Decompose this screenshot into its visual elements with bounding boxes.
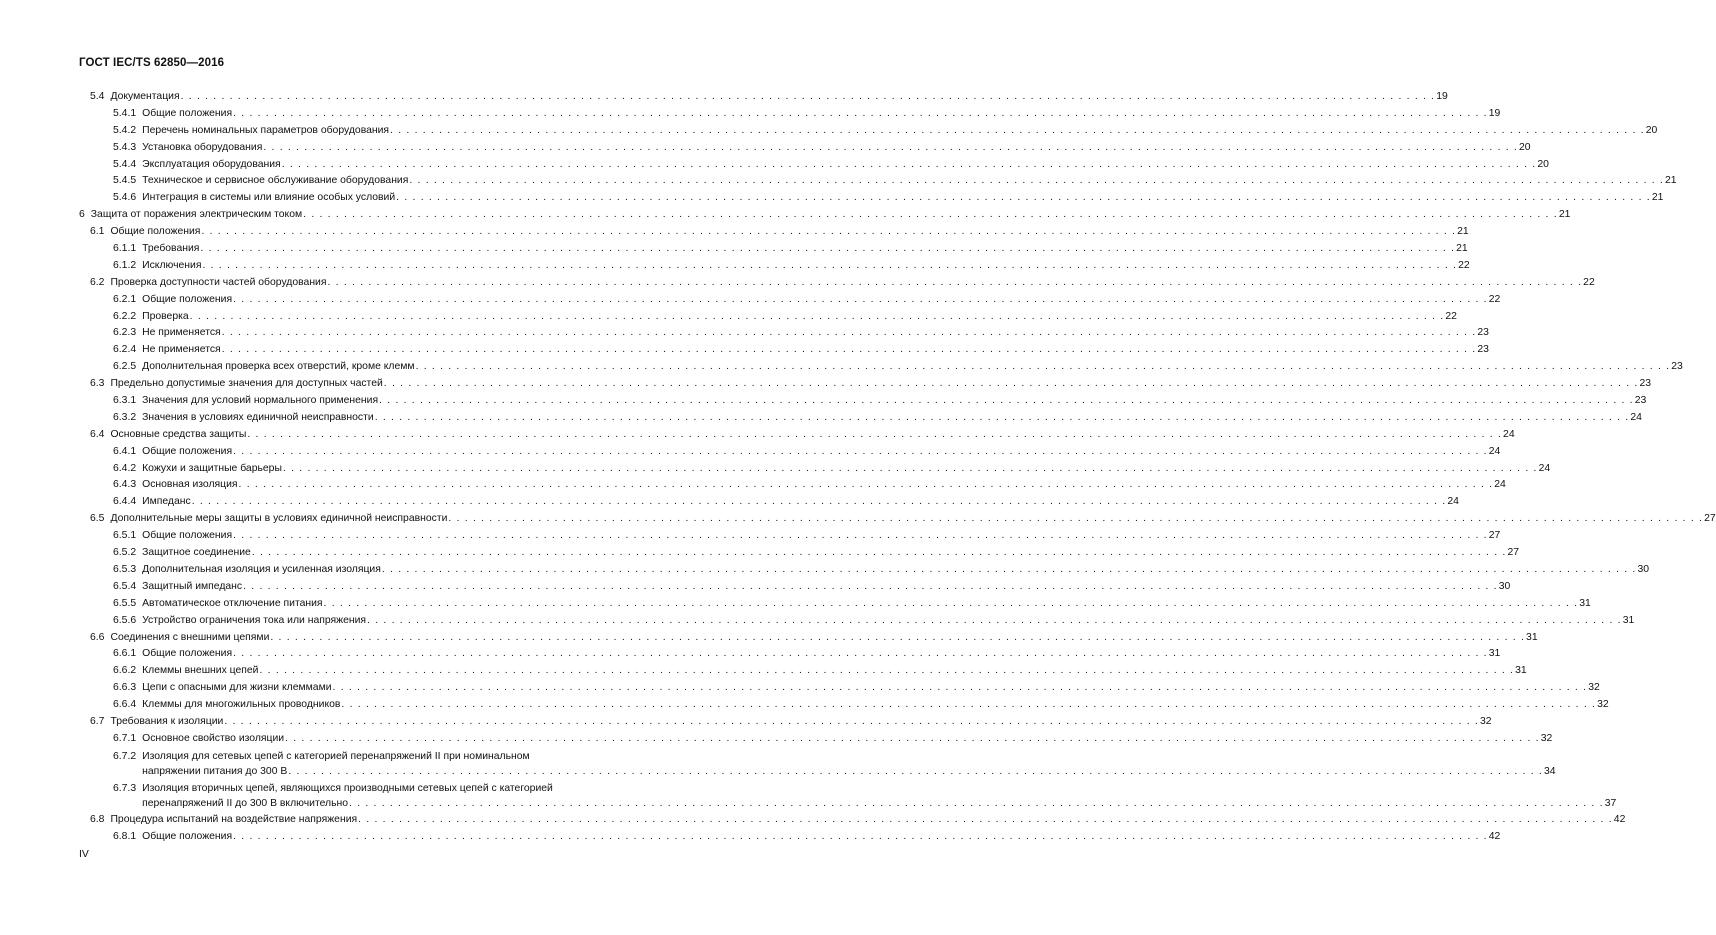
- toc-entry-title: Требования: [142, 243, 200, 255]
- toc-entry-title-continued: напряжении питания до 300 В: [142, 765, 288, 777]
- toc-entry-number: 6.4.2: [113, 462, 137, 474]
- toc-entry-number: 5.4.1: [113, 107, 137, 119]
- toc-entry-title: Устройство ограничения тока или напряжения: [142, 614, 367, 626]
- toc-entry-title: Техническое и сервисное обслуживание оборудования: [142, 175, 409, 187]
- toc-leader-dots: [348, 796, 1605, 811]
- toc-entry-page: 31: [1488, 648, 1501, 660]
- toc-leader-dots: [191, 494, 1448, 511]
- toc-entry-page: 20: [1537, 158, 1549, 170]
- toc-entry-number: 5.4.4: [113, 158, 137, 170]
- toc-entry: [0, 714, 1492, 731]
- toc-leader-dots: [340, 697, 1597, 714]
- toc-entry: [0, 275, 1595, 292]
- toc-entry: [0, 494, 1459, 511]
- toc-entry: [0, 630, 1538, 647]
- toc-entry: [0, 444, 1501, 461]
- toc-entry-number: 6.3: [90, 378, 105, 390]
- toc-entry-number: 6.6.2: [113, 665, 137, 677]
- toc-leader-dots: [201, 258, 1458, 275]
- toc-entry-title: Значения в условиях единичной неисправности: [142, 411, 374, 423]
- toc-entry-page: 22: [1445, 310, 1457, 322]
- toc-entry-page: 42: [1488, 830, 1501, 842]
- toc-entry-title: Предельно допустимые значения для доступных частей: [110, 378, 383, 390]
- toc-entry: [0, 427, 1515, 444]
- toc-entry-title: Основные средства защиты: [110, 428, 247, 440]
- toc-entry-number: 6.2: [90, 276, 105, 288]
- toc-entry: [0, 613, 1635, 630]
- toc-entry-number: 6.7.2: [113, 750, 137, 762]
- toc-entry-page: 24: [1503, 428, 1515, 440]
- toc-leader-dots: [238, 477, 1495, 494]
- toc-entry-title: Общие положения: [142, 293, 233, 305]
- toc-leader-dots: [357, 812, 1614, 829]
- toc-entry-number: 6.4: [90, 428, 105, 440]
- toc-entry-page: 30: [1498, 580, 1511, 592]
- toc-entry-page: 24: [1494, 479, 1506, 491]
- toc-entry-number: 6.4.1: [113, 445, 137, 457]
- toc-entry-number: 6.4.4: [113, 496, 137, 508]
- toc-entry: [0, 89, 1448, 106]
- toc-entry-title: Дополнительные меры защиты в условиях единичной неисправности: [110, 513, 448, 525]
- toc-entry-page: 21: [1558, 209, 1571, 221]
- toc-entry-title-continued: перенапряжений II до 300 В включительно: [142, 797, 349, 809]
- toc-entry-number: 6.8.1: [113, 830, 137, 842]
- toc-leader-dots: [281, 157, 1538, 174]
- toc-entry-page: 31: [1515, 665, 1527, 677]
- toc-entry: [0, 731, 1553, 748]
- toc-entry-title: Установка оборудования: [142, 141, 263, 153]
- toc-entry-page: 22: [1583, 276, 1595, 288]
- toc-entry: [0, 596, 1591, 613]
- table-of-contents: [0, 89, 1716, 846]
- toc-entry: [0, 376, 1652, 393]
- toc-entry-page: 32: [1588, 682, 1600, 694]
- toc-entry: [0, 461, 1551, 478]
- toc-entry-page: 24: [1447, 496, 1459, 508]
- toc-entry-number: 6.8: [90, 813, 105, 825]
- toc-leader-dots: [262, 140, 1519, 157]
- toc-leader-dots: [395, 190, 1652, 207]
- toc-entry: [0, 410, 1642, 427]
- toc-entry-title: Общие положения: [110, 226, 201, 238]
- toc-leader-dots: [199, 241, 1456, 258]
- toc-leader-dots: [332, 680, 1589, 697]
- toc-entry: [0, 309, 1457, 326]
- toc-entry: [0, 812, 1626, 829]
- toc-entry-title: Не применяется: [142, 344, 221, 356]
- toc-leader-dots: [374, 410, 1631, 427]
- toc-entry: [0, 646, 1501, 663]
- toc-entry: [0, 562, 1650, 579]
- toc-leader-dots: [232, 646, 1489, 663]
- toc-entry: [0, 748, 1556, 780]
- toc-entry-page: 24: [1488, 445, 1501, 457]
- page-number: IV: [79, 849, 89, 860]
- toc-leader-dots: [242, 579, 1499, 596]
- toc-entry: [0, 477, 1506, 494]
- toc-entry-title: Изоляция для сетевых цепей с категорией перенапряжений II при номинальном: [142, 750, 530, 762]
- toc-leader-dots: [200, 224, 1457, 241]
- toc-entry-page: 31: [1526, 631, 1538, 643]
- toc-entry-number: 6.1: [90, 226, 105, 238]
- toc-entry-page: 22: [1488, 293, 1501, 305]
- toc-entry: [0, 393, 1647, 410]
- toc-entry-number: 6.4.3: [113, 479, 137, 491]
- toc-entry-title: Защитное соединение: [142, 547, 251, 559]
- toc-entry: [0, 680, 1600, 697]
- toc-entry-page: 19: [1436, 91, 1448, 102]
- document-header: ГОСТ IEC/TS 62850—2016: [79, 57, 225, 69]
- toc-leader-dots: [180, 89, 1437, 106]
- toc-entry-page: 23: [1477, 327, 1489, 339]
- toc-entry-page: 23: [1639, 378, 1652, 390]
- toc-entry-number: 6.5: [90, 513, 105, 525]
- toc-leader-dots: [221, 325, 1478, 342]
- toc-leader-dots: [378, 393, 1635, 410]
- toc-leader-dots: [232, 106, 1489, 123]
- toc-entry-title: Документация: [110, 91, 180, 102]
- toc-entry-title: Цепи с опасными для жизни клеммами: [142, 682, 332, 694]
- toc-leader-dots: [251, 545, 1508, 562]
- toc-entry-number: 6.5.5: [113, 597, 137, 609]
- toc-entry-page: 22: [1458, 259, 1470, 271]
- toc-entry-number: 6.5.6: [113, 614, 137, 626]
- toc-entry-title: Изоляция вторичных цепей, являющихся производными сетевых цепей с категорией: [142, 782, 553, 794]
- toc-leader-dots: [327, 275, 1584, 292]
- toc-entry: [0, 207, 1571, 224]
- toc-leader-dots: [447, 511, 1704, 528]
- toc-entry-title: Эксплуатация оборудования: [142, 158, 281, 170]
- toc-entry-number: 6.6: [90, 631, 105, 643]
- toc-entry-title: Исключения: [142, 259, 202, 271]
- toc-entry-title: Защита от поражения электрическим током: [90, 209, 303, 221]
- toc-entry-title: Значения для условий нормального применения: [142, 395, 379, 407]
- toc-entry: [0, 241, 1468, 258]
- toc-entry-page: 34: [1543, 765, 1556, 777]
- toc-leader-dots: [287, 764, 1544, 779]
- toc-entry-page: 23: [1671, 361, 1683, 373]
- toc-entry-number: 6.6.3: [113, 682, 137, 694]
- toc-entry-number: 5.4.6: [113, 192, 137, 204]
- toc-entry-title: Требования к изоляции: [110, 715, 224, 727]
- toc-leader-dots: [223, 714, 1480, 731]
- toc-entry-page: 23: [1477, 344, 1489, 356]
- toc-entry-page: 27: [1704, 513, 1716, 525]
- toc-entry-page: 19: [1488, 107, 1501, 119]
- toc-entry-page: 24: [1538, 462, 1551, 474]
- toc-entry: [0, 780, 1617, 812]
- toc-entry-number: 6.2.4: [113, 344, 137, 356]
- toc-entry-number: 6.5.4: [113, 580, 137, 592]
- toc-entry: [0, 258, 1470, 275]
- toc-entry-page: 27: [1488, 530, 1501, 542]
- toc-leader-dots: [232, 292, 1489, 309]
- toc-entry: [0, 545, 1520, 562]
- toc-leader-dots: [366, 613, 1623, 630]
- toc-entry-number: 6.3.2: [113, 411, 137, 423]
- toc-entry: [0, 292, 1501, 309]
- toc-leader-dots: [232, 829, 1489, 846]
- toc-leader-dots: [408, 173, 1665, 190]
- toc-entry-title: Основное свойство изоляции: [142, 732, 285, 744]
- toc-entry-title: Интеграция в системы или влияние особых условий: [142, 192, 396, 204]
- toc-entry-title: Не применяется: [142, 327, 221, 339]
- toc-leader-dots: [221, 342, 1478, 359]
- toc-entry-title: Проверка: [142, 310, 189, 322]
- toc-entry-number: 6.7.1: [113, 732, 137, 744]
- toc-entry: [0, 697, 1609, 714]
- toc-entry-page: 31: [1579, 597, 1591, 609]
- toc-entry-page: 21: [1457, 226, 1469, 238]
- toc-entry-number: 5.4: [90, 91, 105, 102]
- toc-entry-page: 32: [1597, 699, 1609, 711]
- toc-entry-title: Защитный импеданс: [142, 580, 243, 592]
- toc-entry: [0, 663, 1527, 680]
- toc-entry-page: 20: [1519, 141, 1531, 153]
- toc-leader-dots: [415, 359, 1672, 376]
- toc-entry-page: 21: [1456, 243, 1468, 255]
- toc-entry-page: 30: [1637, 563, 1650, 575]
- toc-entry-page: 21: [1665, 175, 1677, 187]
- toc-entry-number: 6.6.1: [113, 648, 137, 660]
- toc-entry: [0, 579, 1511, 596]
- toc-entry-page: 32: [1479, 715, 1492, 727]
- toc-entry: [0, 829, 1501, 846]
- toc-leader-dots: [232, 444, 1489, 461]
- toc-entry-title: Общие положения: [142, 445, 233, 457]
- toc-entry-title: Дополнительная проверка всех отверстий, кроме клемм: [142, 361, 415, 373]
- toc-leader-dots: [246, 427, 1503, 444]
- toc-entry-title: Дополнительная изоляция и усиленная изоляция: [142, 563, 381, 575]
- toc-entry: [0, 123, 1658, 140]
- toc-entry-number: 6.7: [90, 715, 105, 727]
- toc-entry-page: 21: [1651, 192, 1664, 204]
- toc-entry: [0, 106, 1501, 123]
- toc-entry-number: 6.6.4: [113, 699, 137, 711]
- toc-entry-title: Общие положения: [142, 107, 233, 119]
- toc-leader-dots: [282, 461, 1539, 478]
- toc-entry-number: 6.5.3: [113, 563, 137, 575]
- toc-entry-title: Основная изоляция: [142, 479, 238, 491]
- toc-entry-page: 27: [1507, 547, 1520, 559]
- toc-entry-number: 6.3.1: [113, 395, 137, 407]
- toc-entry: [0, 359, 1683, 376]
- toc-entry-page: 32: [1540, 732, 1553, 744]
- toc-leader-dots: [284, 731, 1541, 748]
- toc-entry-number: 5.4.3: [113, 141, 137, 153]
- toc-entry-title: Процедура испытаний на воздействие напряжения: [110, 813, 358, 825]
- toc-entry-title: Автоматическое отключение питания: [142, 597, 323, 609]
- toc-entry: [0, 342, 1489, 359]
- toc-entry-number: 5.4.5: [113, 175, 137, 187]
- toc-leader-dots: [269, 630, 1526, 647]
- toc-leader-dots: [323, 596, 1580, 613]
- toc-entry-page: 37: [1604, 797, 1617, 809]
- toc-entry-title: Общие положения: [142, 530, 233, 542]
- toc-entry-number: 6.1.2: [113, 259, 137, 271]
- toc-leader-dots: [302, 207, 1559, 224]
- toc-entry-page: 24: [1630, 411, 1642, 423]
- toc-entry-number: 6.5.2: [113, 547, 137, 559]
- toc-entry: [0, 528, 1501, 545]
- toc-entry-title: Перечень номинальных параметров оборудования: [142, 124, 390, 136]
- toc-entry-page: 20: [1645, 124, 1658, 136]
- toc-entry: [0, 190, 1664, 207]
- toc-leader-dots: [381, 562, 1638, 579]
- toc-entry: [0, 224, 1469, 241]
- toc-entry-page: 31: [1622, 614, 1635, 626]
- toc-entry-title: Соединения с внешними цепями: [110, 631, 270, 643]
- toc-entry: [0, 173, 1677, 190]
- toc-entry-number: 6: [79, 209, 85, 221]
- toc-entry: [0, 140, 1531, 157]
- toc-entry: [0, 511, 1716, 528]
- toc-entry-page: 42: [1613, 813, 1626, 825]
- toc-entry-title: Проверка доступности частей оборудования: [110, 276, 327, 288]
- toc-entry-title: Клеммы внешних цепей: [142, 665, 259, 677]
- toc-entry-title: Клеммы для многожильных проводников: [142, 699, 341, 711]
- toc-entry-title: Общие положения: [142, 648, 233, 660]
- toc-entry-number: 6.7.3: [113, 782, 137, 794]
- toc-leader-dots: [232, 528, 1489, 545]
- toc-entry-title: Кожухи и защитные барьеры: [142, 462, 282, 474]
- toc-leader-dots: [389, 123, 1646, 140]
- toc-entry-number: 6.5.1: [113, 530, 137, 542]
- toc-leader-dots: [383, 376, 1640, 393]
- toc-entry-number: 6.2.1: [113, 293, 137, 305]
- toc-leader-dots: [189, 309, 1446, 326]
- toc-entry: [0, 157, 1549, 174]
- toc-entry: [0, 325, 1489, 342]
- toc-entry-number: 6.2.2: [113, 310, 137, 322]
- toc-entry-number: 6.1.1: [113, 243, 137, 255]
- toc-entry-page: 23: [1634, 395, 1647, 407]
- toc-entry-number: 6.2.3: [113, 327, 137, 339]
- toc-entry-number: 6.2.5: [113, 361, 137, 373]
- toc-entry-title: Импеданс: [142, 496, 191, 508]
- toc-leader-dots: [258, 663, 1515, 680]
- toc-entry-number: 5.4.2: [113, 124, 137, 136]
- toc-entry-title: Общие положения: [142, 830, 233, 842]
